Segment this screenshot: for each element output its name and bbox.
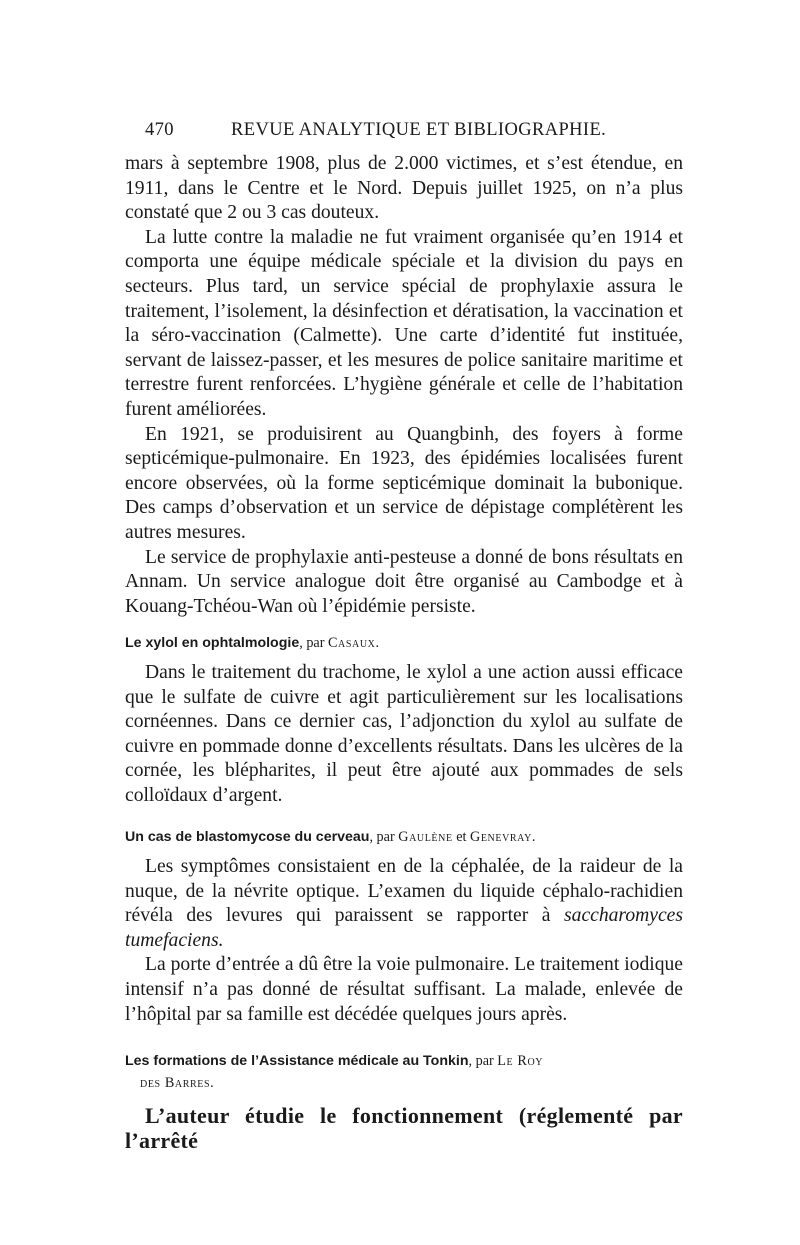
page-number: 470 (145, 120, 174, 140)
section-heading-xylol (125, 632, 685, 654)
species-name: saccharomyces tumefaciens. (125, 905, 683, 951)
section-paragraph (125, 855, 683, 953)
section-heading-blastomycose (125, 826, 685, 848)
section-paragraph: Dans le traitement du trachome, le xylol a une action aussi efficace que le sulfate de cuivre et agit particulièrement sur les localisations cornéennes. Dans ce dernier cas, l’adjonction du xylol au sulfate de cuivre en pommade donne d’excellents résultats. Dans les ulcères de la cornée, les blépharites, il peut être ajouté aux pommades de sels colloïdaux d’argent. (125, 662, 683, 806)
paragraph-text: Les symptômes consistaient en de la céphalée, de la raideur de la nuque, de la névrite optique. L’examen du liquide céphalo-rachidien révéla des levures qui paraissent se rapporter à (125, 856, 683, 927)
intro-paragraph-2: La lutte contre la maladie ne fut vraiment organisée qu’en 1914 et comporta une équipe médicale spéciale et la division du pays en secteurs. Plus tard, un service spécial de prophylaxie assura le traitement, l’isolement, la désinfection et dératisation, la vaccination et la séro-vaccination (Calmette). Une carte d’identité fut instituée, servant de laissez-passer, et les mesures de police sanitaire maritime et terrestre furent renforcées. L’hygiène générale et celle de l’habitation furent améliorées. (125, 226, 683, 420)
by-text: , par (299, 635, 325, 651)
section-body-xylol (125, 661, 683, 809)
section-paragraph: La porte d’entrée a dû être la voie pulmonaire. Le traitement iodique intensif n’a pas donné de résultat suffisant. La malade, enlevée de l’hôpital par sa famille est décédée quelques jours après. (125, 954, 683, 1025)
author-name: Casaux. (327, 635, 380, 651)
running-header (145, 120, 685, 148)
author-name: Gaulène (398, 829, 453, 845)
section-heading-assistance (125, 1050, 685, 1094)
by-text: , par (369, 829, 395, 845)
section-title: Les formations de l’Assistance médicale au Tonkin (125, 1053, 469, 1069)
author-name: Le Roy (497, 1053, 544, 1069)
by-text: , par (468, 1053, 494, 1069)
section-title: Un cas de blastomycose du cerveau (125, 829, 370, 845)
intro-paragraph-4: Le service de prophylaxie anti-pesteuse a donné de bons résultats en Annam. Un service analogue doit être organisé au Cambodge et à Kouang-Tchéou-Wan où l’épidémie persiste. (125, 546, 683, 617)
section-title: Le xylol en ophtalmologie (125, 635, 300, 651)
and-text: et (456, 829, 467, 845)
section-body-blastomycose (125, 855, 683, 1027)
running-title: REVUE ANALYTIQUE ET BIBLIOGRAPHIE. (231, 120, 607, 140)
section-body-assistance (125, 1104, 683, 1153)
author-name: Genevray. (470, 829, 537, 845)
author-name-continued: des Barres. (140, 1075, 215, 1091)
section-lead-line: L’auteur étudie le fonctionnement (réglementé par l’arrêté (125, 1103, 683, 1153)
intro-text (125, 152, 683, 619)
intro-paragraph-3: En 1921, se produisirent au Quangbinh, des foyers à forme septicémique-pulmonaire. En 1923, des épidémies localisées furent encore observées, où la forme septicémique dominait la bubonique. Des camps d’observation et un service de dépistage complétèrent les autres mesures. (125, 423, 683, 543)
intro-paragraph-1: mars à septembre 1908, plus de 2.000 victimes, et s’est étendue, en 1911, dans le Centre et le Nord. Depuis juillet 1925, on n’a plus constaté que 2 ou 3 cas douteux. (125, 153, 683, 224)
